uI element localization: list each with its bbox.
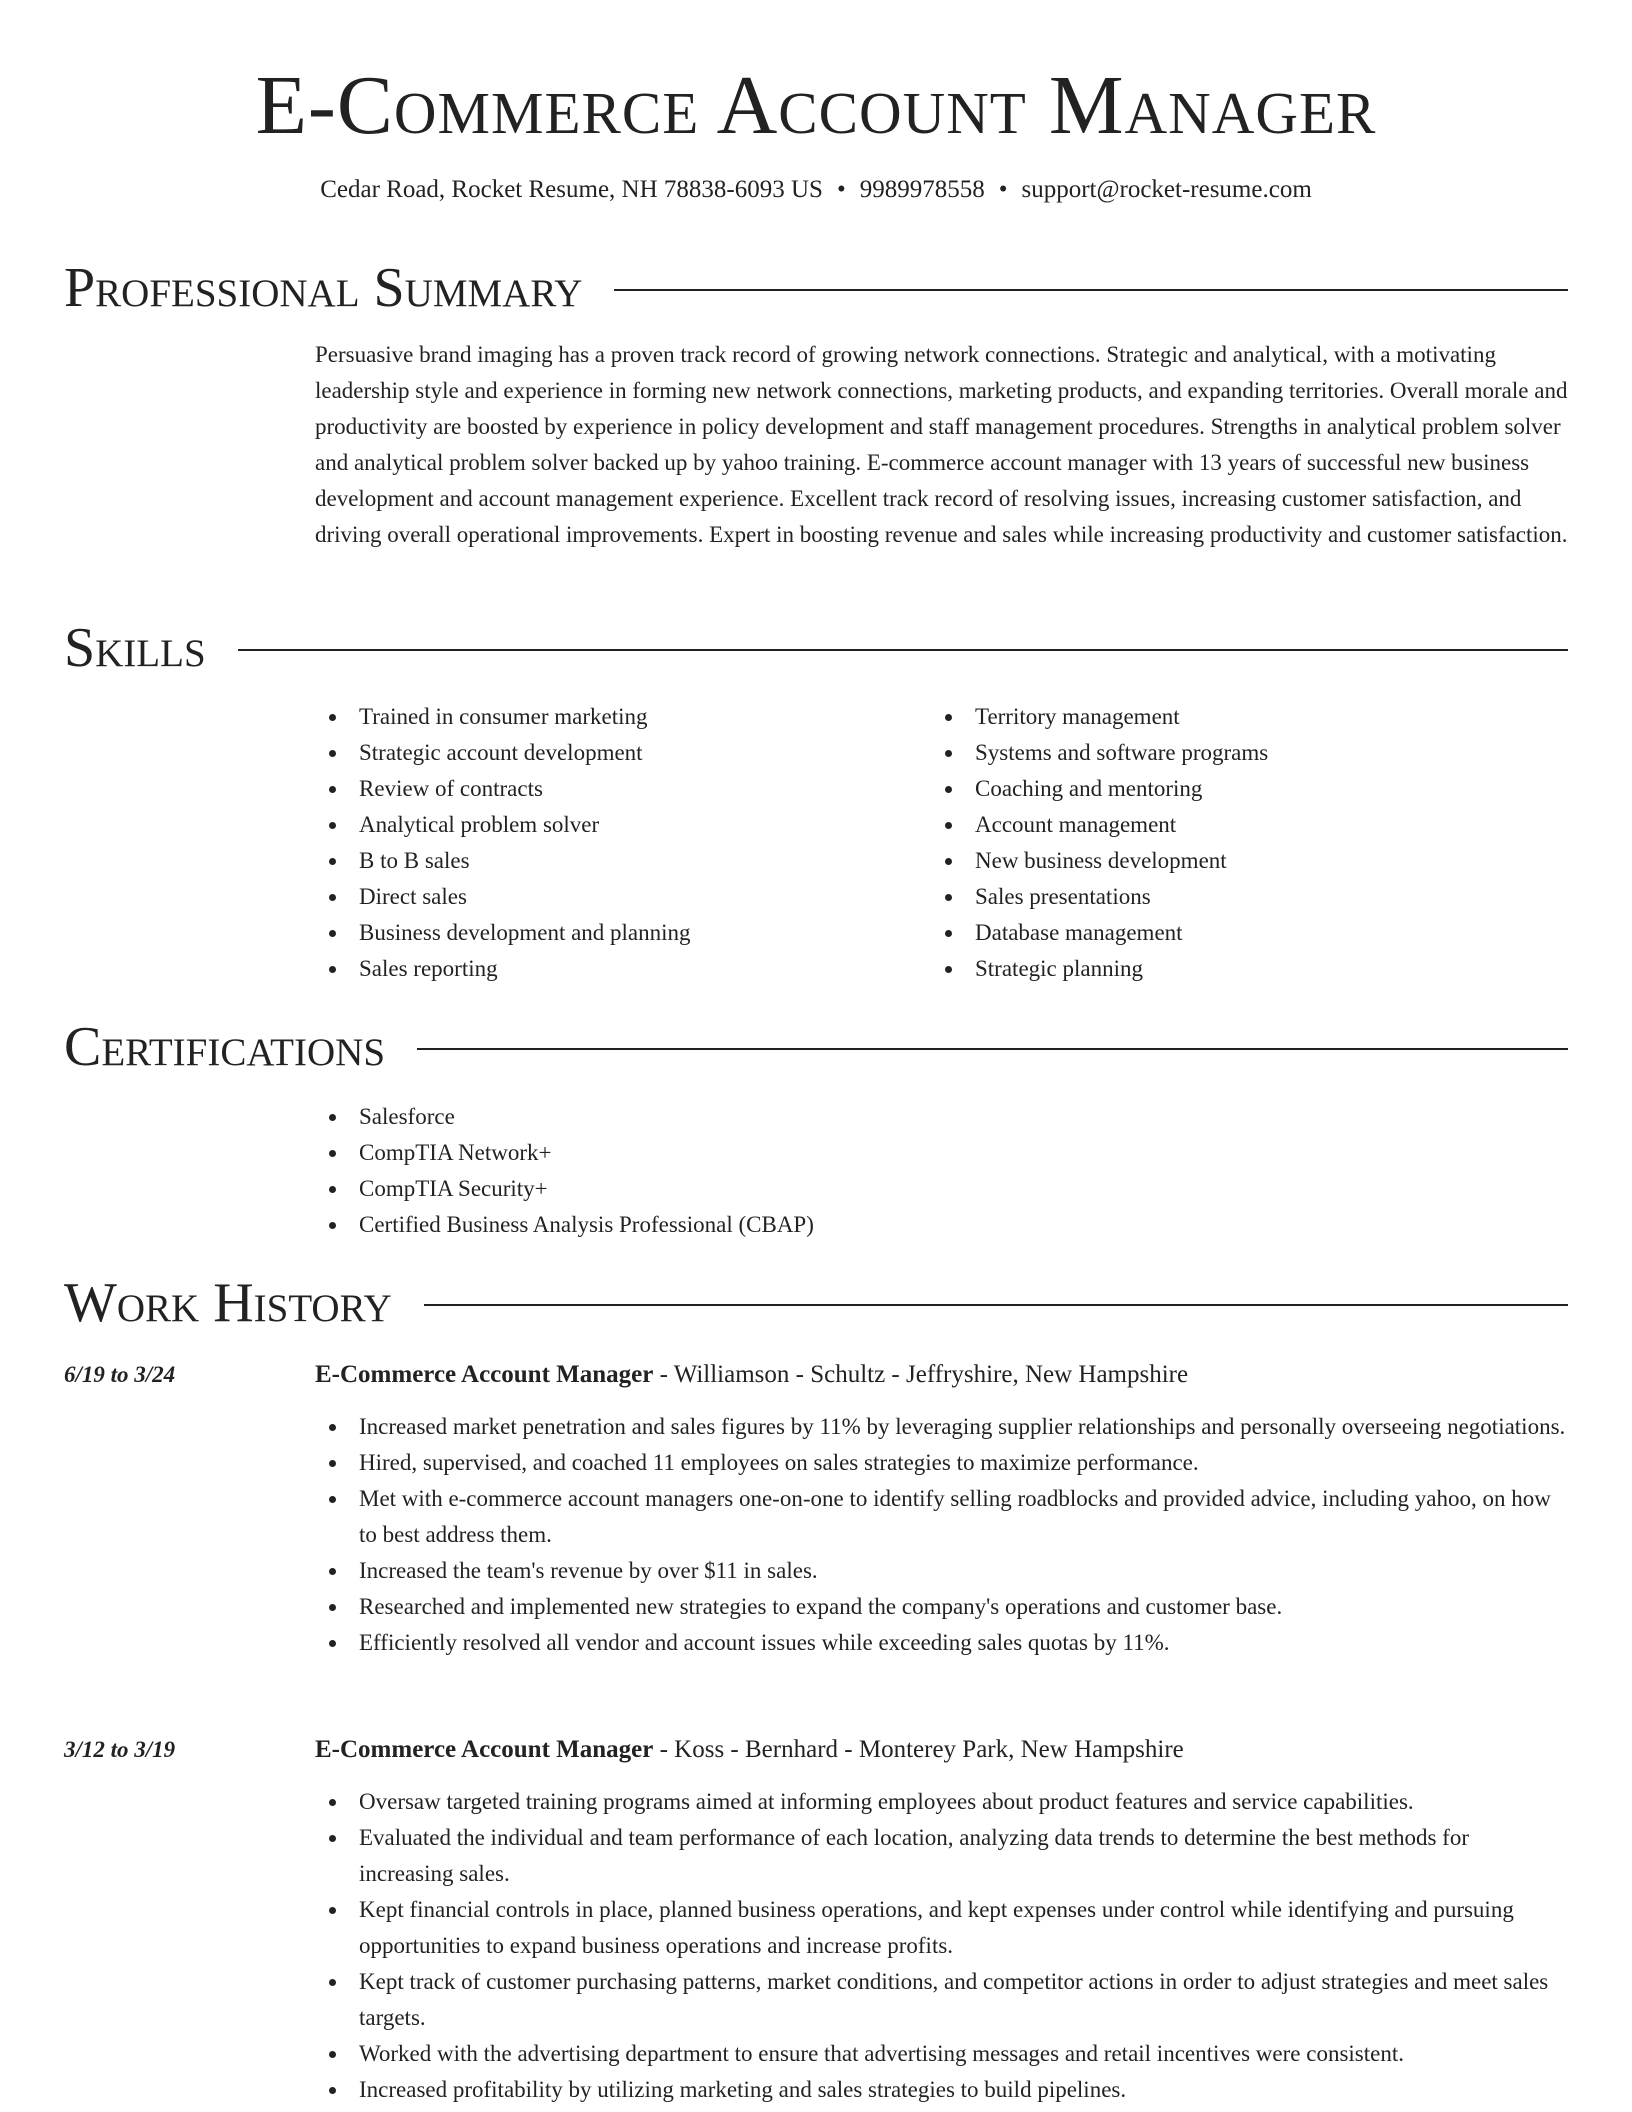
skill-item: Database management	[931, 915, 1551, 951]
skill-item: B to B sales	[315, 843, 915, 879]
certification-item: CompTIA Network+	[315, 1135, 1568, 1171]
contact-separator: •	[836, 176, 846, 203]
job-bullet: Increased profitability by utilizing marketing and sales strategies to build pipelines.	[315, 2072, 1568, 2108]
summary-section-header	[64, 258, 1568, 318]
work-history-heading: Work History	[64, 1272, 392, 1334]
skill-item: Analytical problem solver	[315, 807, 915, 843]
job-bullet: Researched and implemented new strategies to expand the company's operations and customer base.	[315, 1589, 1568, 1625]
job-bullet: Increased the team's revenue by over $11 in sales.	[315, 1553, 1568, 1589]
skills-heading: Skills	[64, 617, 206, 679]
certifications-list	[315, 1099, 1568, 1243]
candidate-name: E-Commerce Account Manager	[255, 59, 1377, 152]
skill-item: Sales reporting	[315, 951, 915, 987]
certification-item: Certified Business Analysis Professional (CBAP)	[315, 1207, 1568, 1243]
job-bullet: Increased market penetration and sales figures by 11% by leveraging supplier relationships and personally overseeing negotiations.	[315, 1409, 1568, 1445]
job-bullet: Kept track of customer purchasing patterns, market conditions, and competitor actions in order to adjust strategies and meet sales targets.	[315, 1964, 1568, 2036]
job-bullet: Kept financial controls in place, planned business operations, and kept expenses under control while identifying and pursuing opportunities to expand business operations and increase profits.	[315, 1892, 1568, 1964]
skill-item: Business development and planning	[315, 915, 915, 951]
skills-list-right	[931, 699, 1551, 987]
contact-phone: 9989978558	[859, 176, 985, 203]
skill-item: Strategic account development	[315, 735, 915, 771]
job-bullet: Evaluated the individual and team performance of each location, analyzing data trends to determine the best methods for increasing sales.	[315, 1820, 1568, 1892]
job-dates: 6/19 to 3/24	[64, 1362, 176, 1387]
certification-item: Salesforce	[315, 1099, 1568, 1135]
skill-item: Territory management	[931, 699, 1551, 735]
job-bullet: Worked with the advertising department to ensure that advertising messages and retail incentives were consistent.	[315, 2036, 1568, 2072]
skill-item: Sales presentations	[931, 879, 1551, 915]
skill-item: Coaching and mentoring	[931, 771, 1551, 807]
job-company: - Williamson - Schultz - Jeffryshire, New Hampshire	[653, 1361, 1189, 1388]
skills-section-header	[64, 618, 1568, 678]
certifications-section-header	[64, 1017, 1568, 1077]
contact-separator: •	[998, 176, 1008, 203]
contact-email: support@rocket-resume.com	[1021, 176, 1312, 203]
job-bullet: Hired, supervised, and coached 11 employees on sales strategies to maximize performance.	[315, 1445, 1568, 1481]
section-divider	[424, 1304, 1568, 1306]
skill-item: New business development	[931, 843, 1551, 879]
work-history-section-header	[64, 1273, 1568, 1333]
section-divider	[417, 1048, 1568, 1050]
skill-item: Trained in consumer marketing	[315, 699, 915, 735]
job-dates: 3/12 to 3/19	[64, 1737, 176, 1762]
skill-item: Strategic planning	[931, 951, 1551, 987]
skills-list-left	[315, 699, 915, 987]
job-bullet: Oversaw targeted training programs aimed at informing employees about product features and service capabilities.	[315, 1784, 1568, 1820]
skill-item: Systems and software programs	[931, 735, 1551, 771]
job-title: E-Commerce Account Manager	[315, 1361, 654, 1388]
contact-address: Cedar Road, Rocket Resume, NH 78838-6093 US	[320, 176, 823, 203]
summary-text: Persuasive brand imaging has a proven track record of growing network connections. Strategic and analytical, with a motivating leadership style and experience in forming new network connections, marketing products, and expanding territories. Overall morale and productivity are boosted by experience in policy development and staff management procedures. Strengths in analytical problem solver and analytical problem solver backed up by yahoo training. E-commerce account manager with 13 years of successful new business development and account management experience. Excellent track record of resolving issues, increasing customer satisfaction, and driving overall operational improvements. Expert in boosting revenue and sales while increasing productivity and customer satisfaction.	[315, 342, 1568, 547]
certification-item: CompTIA Security+	[315, 1171, 1568, 1207]
summary-heading: Professional Summary	[64, 257, 583, 319]
job-title-line	[315, 1357, 1568, 1393]
job-title-line	[315, 1732, 1568, 1768]
job-bullets	[315, 1409, 1568, 1661]
job-company: - Koss - Bernhard - Monterey Park, New Hampshire	[653, 1736, 1184, 1763]
job-bullet: Efficiently resolved all vendor and account issues while exceeding sales quotas by 11%.	[315, 1625, 1568, 1661]
contact-line	[0, 172, 1632, 208]
skill-item: Direct sales	[315, 879, 915, 915]
certifications-heading: Certifications	[64, 1016, 386, 1078]
job-bullets	[315, 1784, 1568, 2108]
job-title: E-Commerce Account Manager	[315, 1736, 654, 1763]
section-divider	[238, 649, 1568, 651]
skill-item: Account management	[931, 807, 1551, 843]
job-bullet: Met with e-commerce account managers one-on-one to identify selling roadblocks and provided advice, including yahoo, on how to best address them.	[315, 1481, 1568, 1553]
skill-item: Review of contracts	[315, 771, 915, 807]
section-divider	[614, 289, 1568, 291]
